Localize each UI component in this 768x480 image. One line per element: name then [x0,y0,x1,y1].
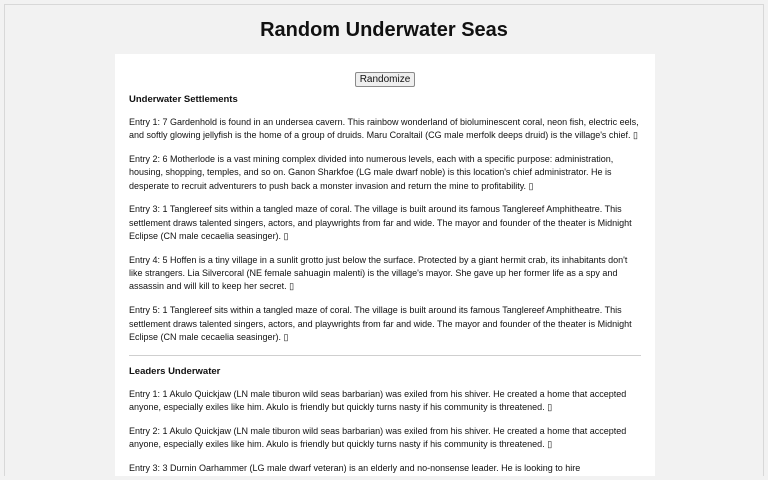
section-title: Underwater Settlements [129,94,238,105]
section-leaders [129,366,641,475]
page-title: Random Underwater Seas [260,19,508,41]
entry: Entry 4: 5 Hoffen is a tiny village in a sunlit grotto just below the surface. Protected by a giant hermit crab, its inhabitants don't like strangers. Lia Silvercoral (NE female sahuagin malenti) is the village's mayor. She gave up her former life as a spy and assassin and will kill to keep her secret. ▯ [129,254,628,292]
entry: Entry 1: 1 Akulo Quickjaw (LN male tiburon wild seas barbarian) was exiled from his shiver. He created a home that accepted anyone, especially exiles like him. Akulo is friendly but quickly turns nasty if his community is threatened. ▯ [129,388,627,412]
page-frame [4,4,764,476]
entry: Entry 3: 3 Durnin Oarhammer (LG male dwarf veteran) is an elderly and no-nonsense leader. He is looking to hire [129,462,581,473]
entry: Entry 2: 1 Akulo Quickjaw (LN male tiburon wild seas barbarian) was exiled from his shiver. He created a home that accepted anyone, especially exiles like him. Akulo is friendly but quickly turns nasty if his community is threatened. ▯ [129,425,627,450]
entry: Entry 2: 6 Motherlode is a vast mining complex divided into numerous levels, each with a specific purpose: administration, housing, shopping, temples, and so on. Ganon Sharkfoe (LG male dwarf noble) is this location's chief administrator. He is desperate to recruit adventurers to push back a monster invasion and return the mine to profitability. ▯ [129,154,614,191]
entry: Entry 5: 1 Tanglereef sits within a tangled maze of coral. The village is built around its famous Tanglereef Amphitheatre. This settlement draws talented singers, actors, and playwrights from far and wide. The mayor and founder of the theater is Midnight Eclipse (CN male cecaelia seasinger). ▯ [129,305,632,342]
content-card [115,54,655,476]
section-title: Leaders Underwater [129,365,221,377]
button-row [115,69,655,84]
section-divider [129,355,641,356]
results [115,94,655,475]
randomize-button[interactable]: Randomize [355,72,416,87]
entry: Entry 3: 1 Tanglereef sits within a tangled maze of coral. The village is built around its famous Tanglereef Amphitheatre. This settlement draws talented singers, actors, and playwrights from far and wide. The mayor and founder of the theater is Midnight Eclipse (CN male cecaelia seasinger). ▯ [129,204,632,242]
section-settlements [129,94,641,344]
entry: Entry 1: 7 Gardenhold is found in an undersea cavern. This rainbow wonderland of bioluminescent coral, neon fish, electric eels, and softly glowing jellyfish is the home of a group of druids. Maru Coraltail (CG male merfolk deeps druid) is the village's chief. ▯ [129,117,639,141]
